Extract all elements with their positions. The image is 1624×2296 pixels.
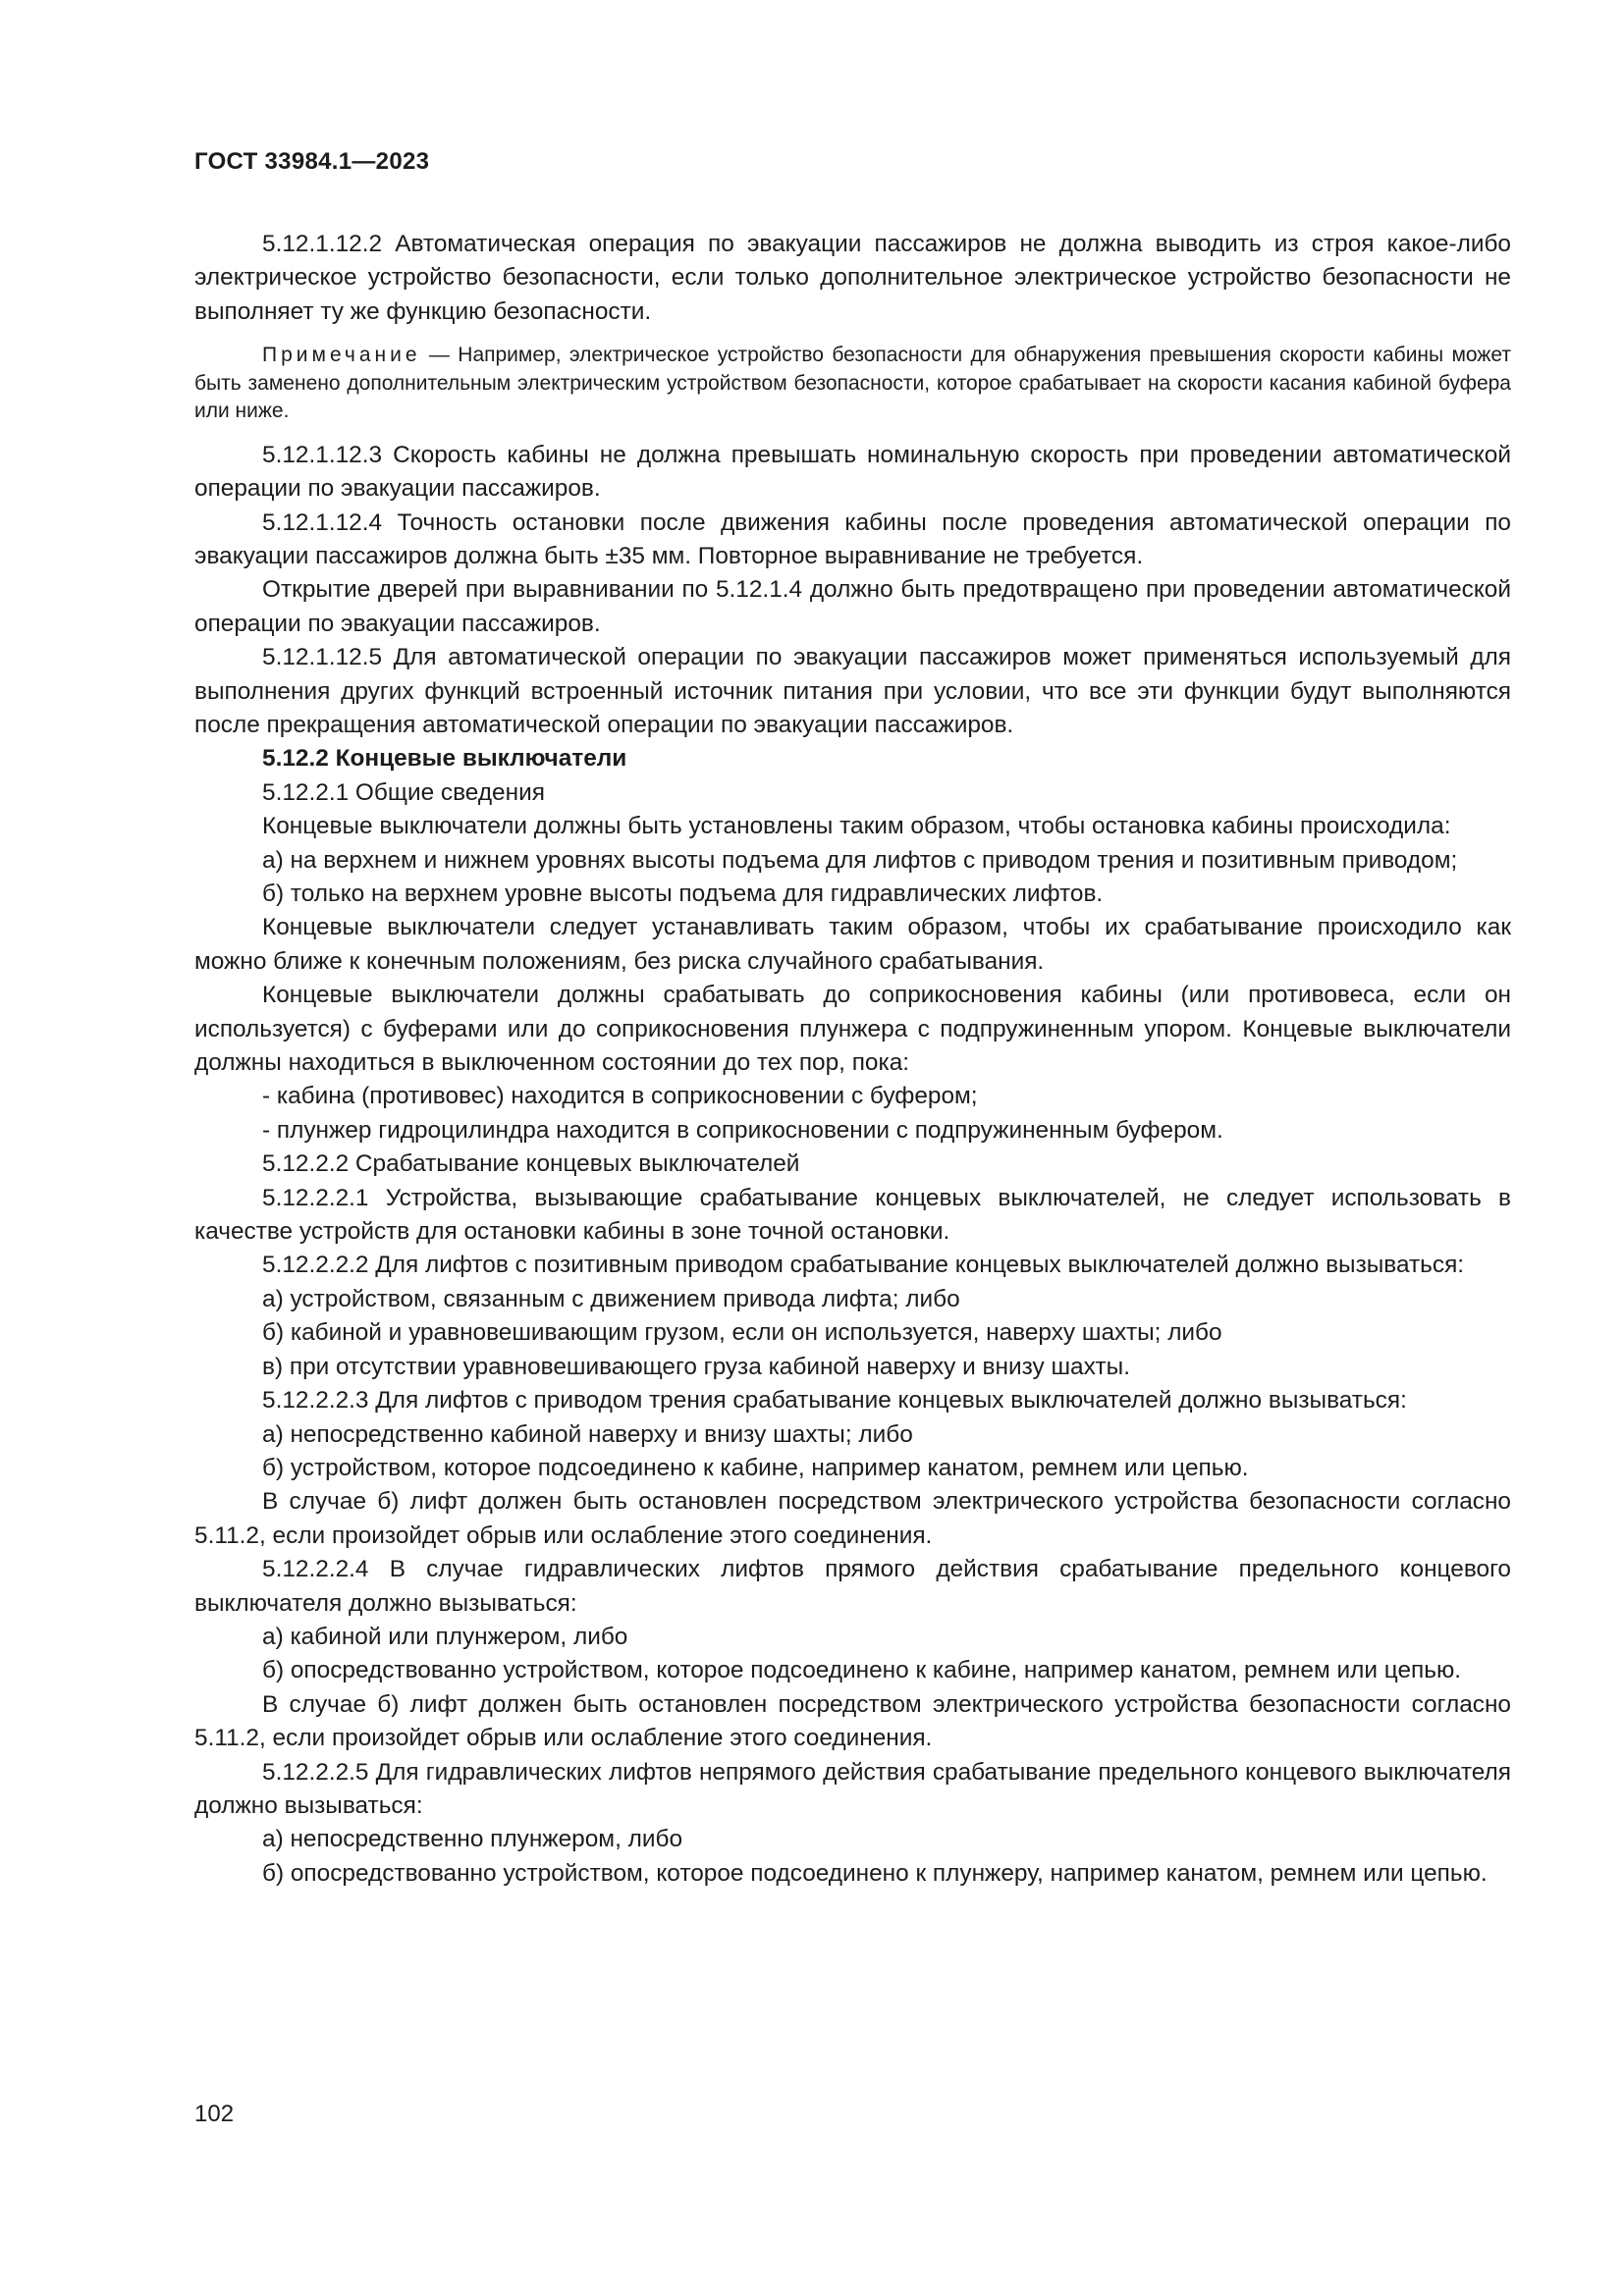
paragraph: 5.12.2.2.1 Устройства, вызывающие срабатывание концевых выключателей, не следует использовать в качестве устройств для остановки кабины в зоне точной остановки. [194,1184,1511,1246]
section-heading: 5.12.2 Концевые выключатели [262,745,627,773]
paragraph: 5.12.2.2.5 Для гидравлических лифтов непрямого действия срабатывание предельного концевого выключателя должно вызываться: [194,1758,1511,1819]
paragraph: Открытие дверей при выравнивании по 5.12.1.4 должно быть предотвращено при проведении автоматической операции по эвакуации пассажиров. [194,576,1511,637]
document-body [194,228,1511,1891]
list-item: а) непосредственно плунжером, либо [262,1826,683,1853]
list-item: а) на верхнем и нижнем уровнях высоты подъема для лифтов с приводом трения и позитивным приводом; [262,846,1458,874]
paragraph: 5.12.1.12.2 Автоматическая операция по эвакуации пассажиров не должна выводить из строя какое-либо электрическое устройство безопасности, если только дополнительное электрическое устройство безопасности не выполняет ту же функцию безопасности. [194,231,1511,325]
note [194,342,1511,426]
list-item: б) только на верхнем уровне высоты подъема для гидравлических лифтов. [262,881,1104,907]
paragraph: Концевые выключатели должны срабатывать до соприкосновения кабины (или противовеса, если он используется) с буферами или до соприкосновения плунжера с подпружиненным упором. Концевые выключатели должны находиться в выключенном состоянии до тех пор, пока: [194,982,1511,1077]
list-item: б) устройством, которое подсоединено к кабине, например канатом, ремнем или цепью. [262,1454,1249,1481]
list-item: б) кабиной и уравновешивающим грузом, если он используется, наверху шахты; либо [262,1319,1222,1347]
paragraph: В случае б) лифт должен быть остановлен посредством электрического устройства безопасности согласно 5.11.2, если произойдет обрыв или ослабление этого соединения. [194,1690,1511,1752]
paragraph: 5.12.1.12.5 Для автоматической операции по эвакуации пассажиров может применяться используемый для выполнения других функций встроенный источник питания при условии, что все эти функции будут выполняются после прекращения автоматической операции по эвакуации пассажиров. [194,644,1511,738]
list-item: а) непосредственно кабиной наверху и внизу шахты; либо [262,1420,913,1448]
note-dash: — [420,344,459,367]
document-header: ГОСТ 33984.1—2023 [194,148,430,175]
list-item: а) кабиной или плунжером, либо [262,1623,628,1650]
subsection-title: 5.12.2.1 Общие сведения [262,778,545,806]
paragraph: 5.12.1.12.4 Точность остановки после движения кабины после проведения автоматической операции по эвакуации пассажиров должна быть ±35 мм. Повторное выравнивание не требуется. [194,508,1511,569]
paragraph: 5.12.2.2.3 Для лифтов с приводом трения срабатывание концевых выключателей должно вызываться: [262,1387,1407,1415]
note-label: Примечание [262,344,421,367]
list-item: в) при отсутствии уравновешивающего груза кабиной наверху и внизу шахты. [262,1353,1130,1380]
paragraph: Концевые выключатели должны быть установлены таким образом, чтобы остановка кабины происходила: [262,813,1451,840]
list-item: б) опосредствованно устройством, которое подсоединено к плунжеру, например канатом, ремнем или цепью. [262,1859,1488,1887]
paragraph: В случае б) лифт должен быть остановлен посредством электрического устройства безопасности согласно 5.11.2, если произойдет обрыв или ослабление этого соединения. [194,1488,1511,1549]
paragraph: Концевые выключатели следует устанавливать таким образом, чтобы их срабатывание происходило как можно ближе к конечным положениям, без риска случайного срабатывания. [194,914,1511,975]
subsection-title: 5.12.2.2 Срабатывание концевых выключателей [262,1150,800,1178]
paragraph: 5.12.1.12.3 Скорость кабины не должна превышать номинальную скорость при проведении автоматической операции по эвакуации пассажиров. [194,441,1511,503]
list-item: - кабина (противовес) находится в соприкосновении с буфером; [262,1083,978,1110]
list-item: а) устройством, связанным с движением привода лифта; либо [262,1285,960,1312]
list-item: - плунжер гидроцилиндра находится в соприкосновении с подпружиненным буфером. [262,1116,1223,1144]
paragraph: 5.12.2.2.2 Для лифтов с позитивным приводом срабатывание концевых выключателей должно вызываться: [262,1252,1465,1279]
page-number: 102 [194,2101,235,2127]
note-text: Например, электрическое устройство безопасности для обнаружения превышения скорости кабины может быть заменено дополнительным электрическим устройством безопасности, которое срабатывает на скорости касания кабиной буфера или ниже. [194,344,1512,423]
list-item: б) опосредствованно устройством, которое подсоединено к кабине, например канатом, ремнем или цепью. [262,1657,1462,1684]
paragraph: 5.12.2.2.4 В случае гидравлических лифтов прямого действия срабатывание предельного концевого выключателя должно вызываться: [194,1556,1511,1617]
